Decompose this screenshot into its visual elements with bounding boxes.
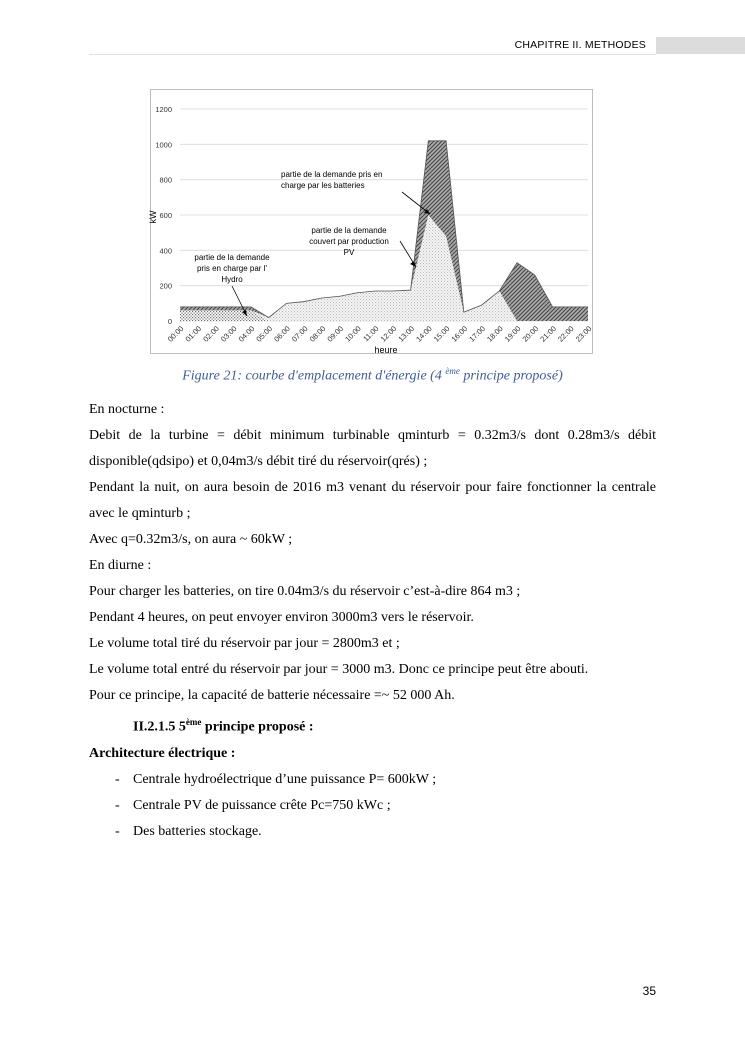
x-tick-label: 20:00: [520, 324, 541, 344]
bullet-marker: -: [115, 797, 120, 813]
annotation-hydro-line-2: pris en charge par l': [196, 264, 268, 273]
paragraph-line: avec le qminturb ;: [89, 506, 191, 521]
x-tick-label: 10:00: [343, 324, 363, 344]
list-item-text: Centrale PV de puissance crête Pc=750 kWc ;: [133, 797, 391, 813]
bullet-marker: -: [115, 823, 120, 839]
bullet-marker: -: [115, 771, 120, 787]
x-tick-label: 14:00: [414, 324, 434, 344]
x-tick-label: 07:00: [289, 324, 310, 344]
paragraph-line: Le volume total entré du réservoir par jour = 3000 m3. Donc ce principe peut être abouti.: [89, 662, 589, 677]
x-tick-label: 12:00: [378, 324, 399, 344]
heading-superscript: ème: [185, 717, 202, 727]
paragraph-line: Pour charger les batteries, on tire 0.04m3/s du réservoir c’est-à-dire 864 m3 ;: [89, 584, 521, 599]
list-item-text: Des batteries stockage.: [133, 823, 262, 839]
annotation-pv-line-1: partie de la demande: [311, 226, 387, 235]
paragraph-line: Avec q=0.32m3/s, on aura ~ 60kW ;: [89, 532, 293, 547]
chart-svg: [150, 89, 593, 354]
body-text: [89, 397, 656, 845]
x-tick-label: 06:00: [272, 324, 292, 344]
annotation-hydro-line-1: partie de la demande: [194, 253, 270, 262]
figure-chart: [150, 89, 593, 354]
list-item: [89, 819, 656, 845]
page-number: 35: [642, 984, 656, 998]
running-header: CHAPITRE II. METHODES: [514, 39, 646, 51]
x-tick-label: 02:00: [201, 324, 221, 344]
x-tick-label: 13:00: [396, 324, 417, 344]
paragraph-line: Debit de la turbine = débit minimum turbinable qminturb = 0.32m3/s dont 0.28m3/s débit: [89, 428, 656, 443]
list-item-text: Centrale hydroélectrique d’une puissance P= 600kW ;: [133, 771, 437, 787]
header-rule: [89, 54, 656, 55]
paragraph-line: En nocturne :: [89, 402, 165, 417]
figure-caption: [0, 366, 745, 385]
x-tick-label: 15:00: [431, 324, 452, 344]
list-item: [89, 793, 656, 819]
x-tick-label: 08:00: [307, 324, 328, 344]
x-tick-label: 05:00: [254, 324, 275, 344]
x-tick-label: 18:00: [485, 324, 505, 344]
x-tick-label: 11:00: [361, 324, 381, 344]
x-tick-label: 04:00: [236, 324, 257, 344]
annotation-pv-line-3: PV: [343, 248, 355, 257]
heading-prefix: II.2.1.5 5: [133, 719, 186, 735]
x-tick-label: 03:00: [218, 324, 239, 344]
header-bar: [656, 37, 745, 54]
caption-prefix: Figure 21: courbe d'emplacement d'énergie (4: [182, 368, 446, 384]
x-tick-label: 00:00: [165, 324, 186, 344]
x-tick-label: 17:00: [467, 324, 487, 344]
y-tick-label: 0: [167, 317, 172, 326]
y-tick-label: 600: [159, 211, 172, 220]
paragraph-line: Pendant la nuit, on aura besoin de 2016 m3 venant du réservoir pour faire fonctionner la centrale: [89, 480, 656, 495]
annotation-batteries-line-2: charge par les batteries: [281, 181, 365, 190]
caption-superscript: ème: [445, 366, 460, 376]
paragraph-line: disponible(qdsipo) et 0,04m3/s débit tiré du réservoir(qrés) ;: [89, 454, 428, 469]
heading-suffix: principe proposé :: [201, 719, 314, 735]
y-tick-label: 1000: [155, 140, 172, 150]
caption-suffix: principe proposé): [459, 368, 563, 384]
x-tick-label: 23:00: [573, 324, 594, 344]
paragraph-line: En diurne :: [89, 558, 152, 573]
x-tick-label: 01:00: [183, 324, 204, 344]
paragraph-line: Le volume total tiré du réservoir par jour = 2800m3 et ;: [89, 636, 400, 651]
y-tick-label: 1200: [155, 105, 172, 114]
list-item: [89, 767, 656, 793]
y-tick-label: 400: [159, 246, 172, 256]
annotation-hydro-line-3: Hydro: [221, 275, 243, 284]
x-tick-label: 09:00: [325, 324, 346, 344]
paragraph-line: Pendant 4 heures, on peut envoyer environ 3000m3 vers le réservoir.: [89, 610, 474, 625]
x-tick-label: 22:00: [556, 324, 576, 344]
x-tick-label: 21:00: [538, 324, 558, 344]
y-tick-label: 800: [159, 175, 172, 185]
annotation-batteries-line-1: partie de la demande pris en: [281, 170, 383, 179]
x-axis-label: heure: [374, 345, 398, 355]
section-heading: [89, 709, 656, 741]
paragraph-line: Pour ce principe, la capacité de batterie nécessaire =~ 52 000 Ah.: [89, 688, 455, 703]
y-axis-label: kW: [148, 210, 158, 224]
subheading-architecture: Architecture électrique :: [89, 745, 236, 761]
annotation-pv-line-2: couvert par production: [309, 237, 389, 246]
x-tick-label: 19:00: [502, 324, 523, 344]
y-tick-label: 200: [159, 281, 172, 291]
x-tick-label: 16:00: [449, 324, 470, 344]
